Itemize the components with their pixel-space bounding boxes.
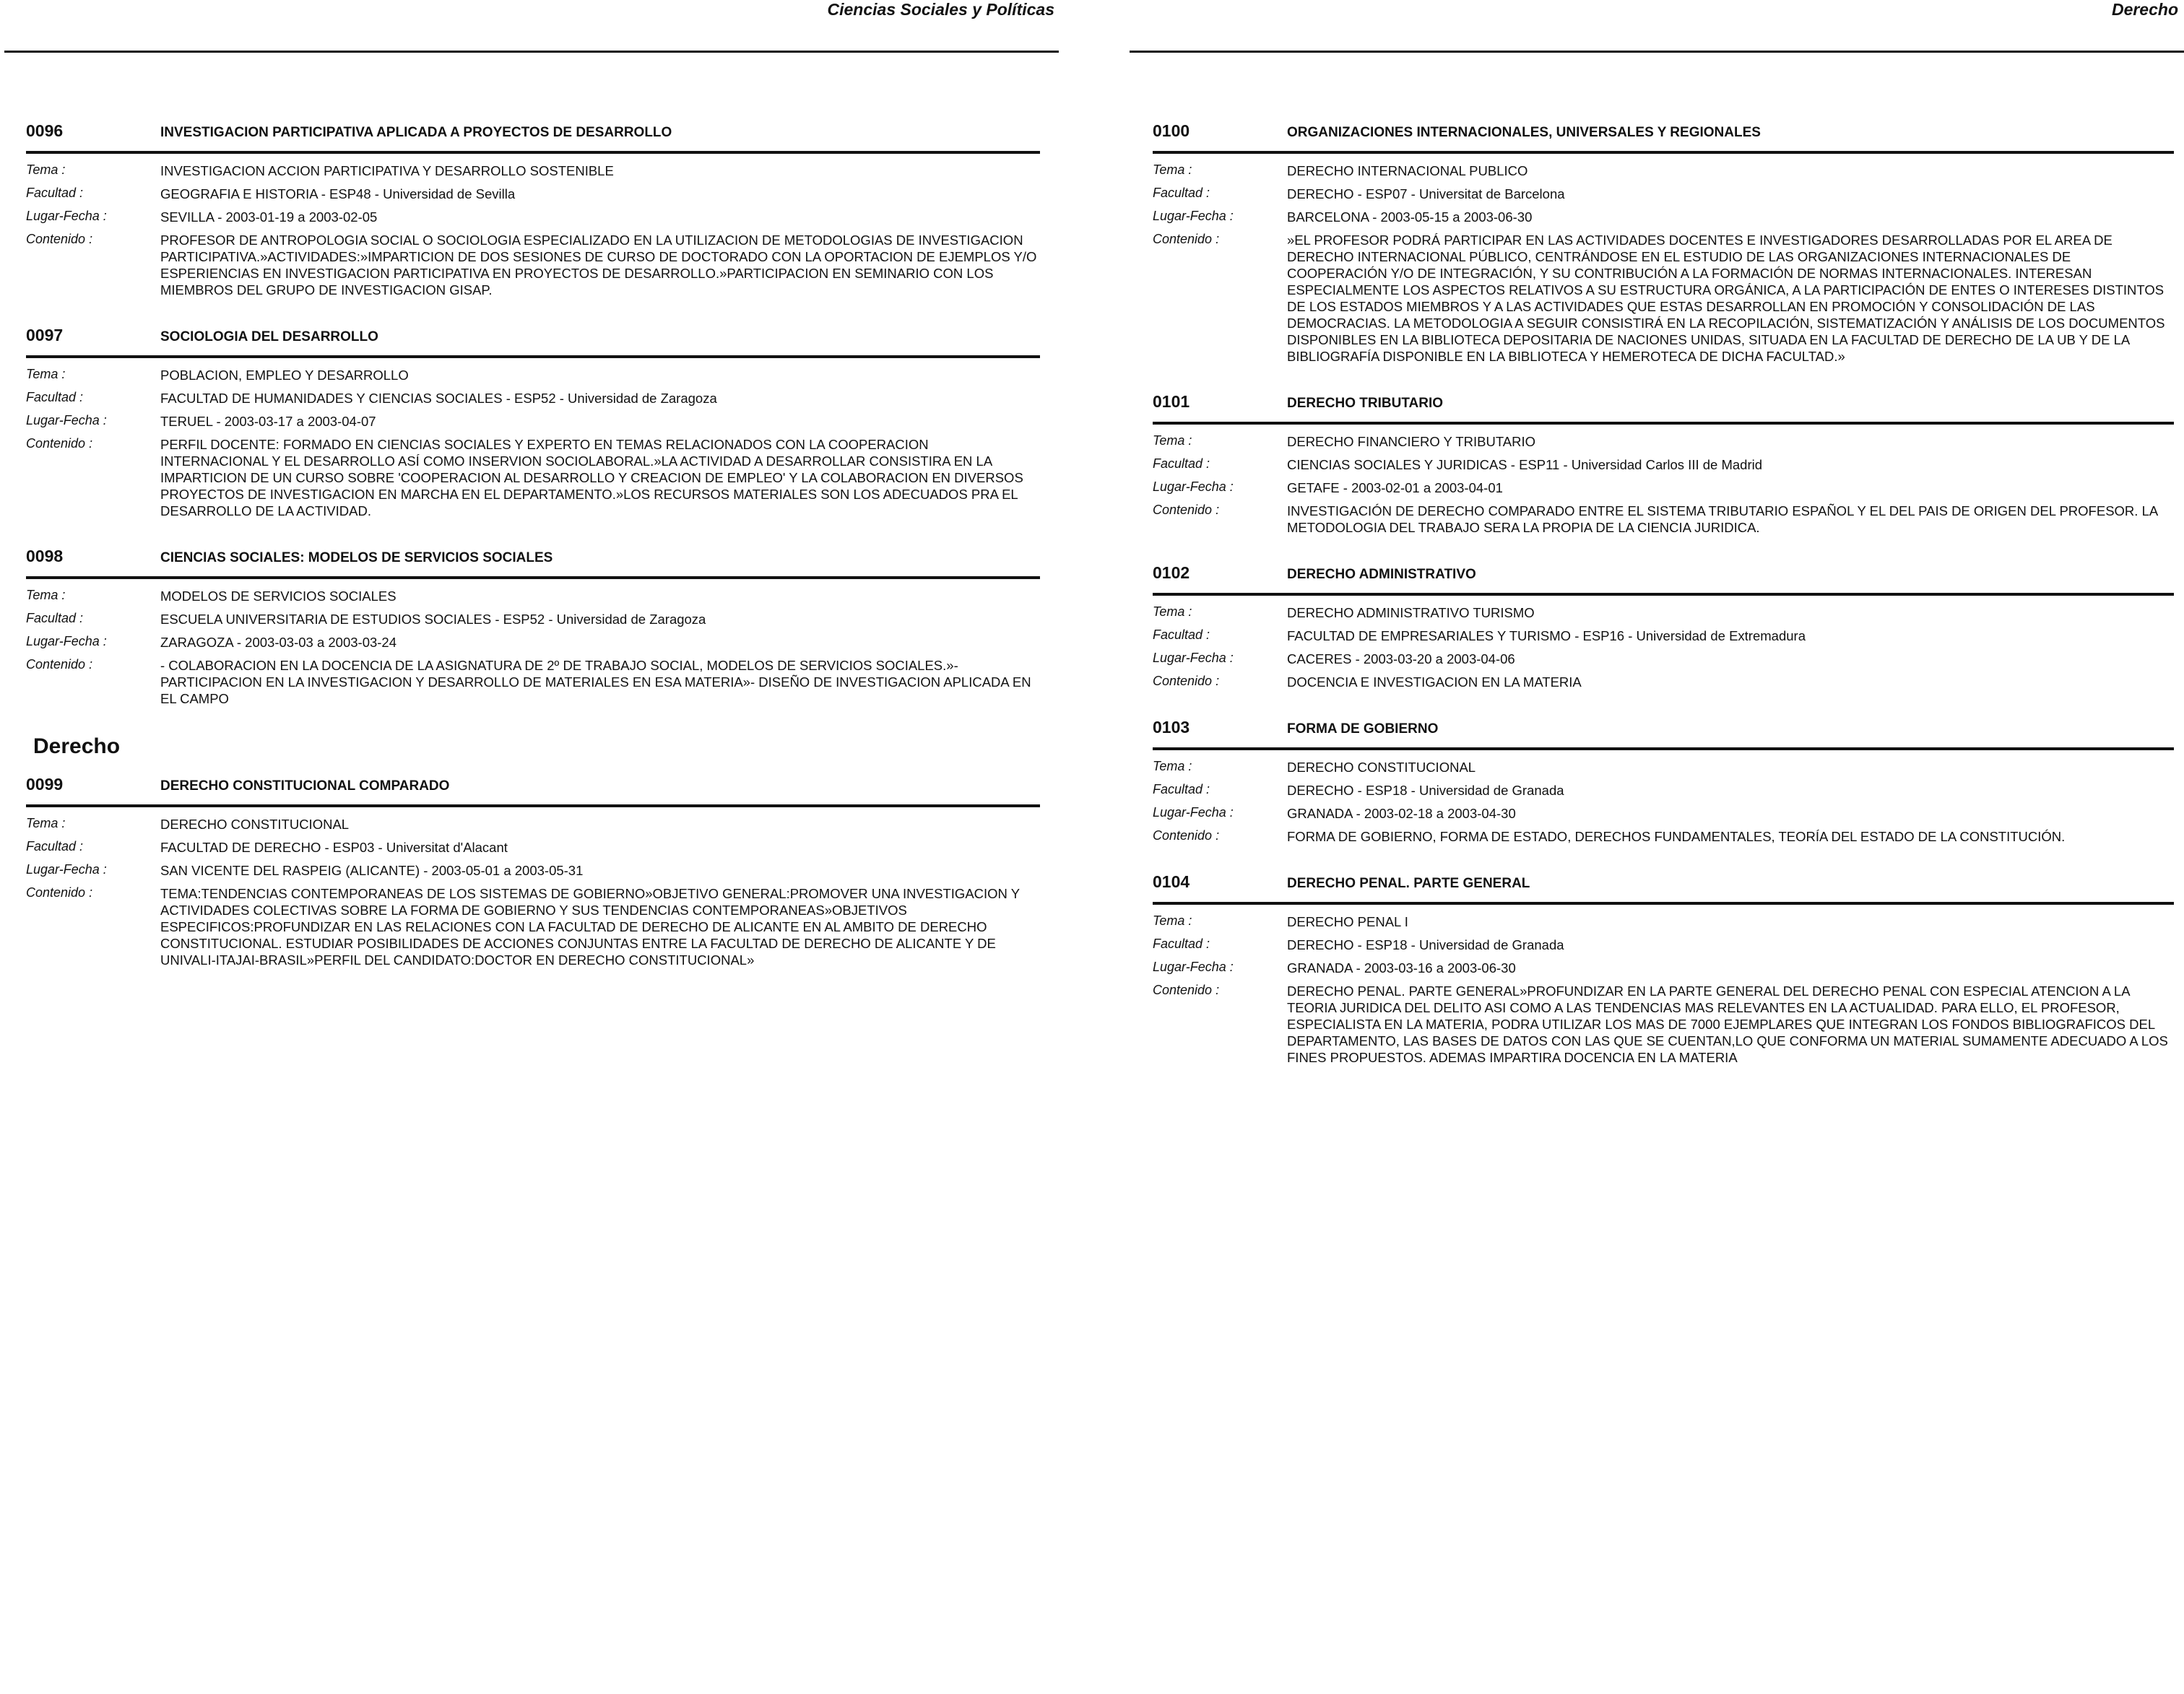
- field-contenido: [26, 657, 1040, 707]
- field-tema: [26, 816, 1040, 833]
- field-label: Facultad :: [26, 839, 84, 853]
- field-value: DERECHO CONSTITUCIONAL: [1287, 760, 1476, 775]
- field-value: DERECHO CONSTITUCIONAL: [160, 817, 350, 832]
- entry: [26, 326, 1040, 519]
- entry-title: DERECHO CONSTITUCIONAL COMPARADO: [160, 778, 450, 794]
- field-label: Tema :: [26, 816, 66, 830]
- field-value: GRANADA - 2003-03-16 a 2003-06-30: [1287, 960, 1516, 976]
- field-label: Tema :: [1153, 433, 1192, 448]
- entry-header: [26, 121, 1040, 154]
- field-label: Lugar-Fecha :: [1153, 209, 1234, 223]
- field-value: ESCUELA UNIVERSITARIA DE ESTUDIOS SOCIALES - ESP52 - Universidad de Zaragoza: [160, 612, 706, 627]
- field-value: FORMA DE GOBIERNO, FORMA DE ESTADO, DERECHOS FUNDAMENTALES, TEORÍA DEL ESTADO DE LA CONSTITUCIÓN.: [1287, 829, 2066, 844]
- field-tema: [1153, 604, 2174, 621]
- entry-title: SOCIOLOGIA DEL DESARROLLO: [160, 329, 378, 344]
- field-tema: [26, 588, 1040, 604]
- field-lugar-fecha: [1153, 651, 2174, 667]
- entry-title: CIENCIAS SOCIALES: MODELOS DE SERVICIOS SOCIALES: [160, 550, 553, 565]
- field-label: Facultad :: [26, 611, 84, 625]
- field-value: FACULTAD DE DERECHO - ESP03 - Universitat d'Alacant: [160, 840, 508, 855]
- field-facultad: [1153, 456, 2174, 473]
- field-label: Contenido :: [1153, 503, 1220, 517]
- field-value: SAN VICENTE DEL RASPEIG (ALICANTE) - 2003-05-01 a 2003-05-31: [160, 863, 584, 878]
- field-value: - COLABORACION EN LA DOCENCIA DE LA ASIGNATURA DE 2º DE TRABAJO SOCIAL, MODELOS DE SERVICIOS SOCIALES.»- PARTICIPACION EN LA INVESTIGACION Y DESARROLLO DE MATERIALES EN ESA MATERIA»- DISEÑO DE INVESTIGACION APLICADA EN EL CAMPO: [160, 658, 1031, 706]
- field-facultad: [1153, 782, 2174, 799]
- entry-number: 0103: [1153, 718, 1190, 737]
- entry-title: INVESTIGACION PARTICIPATIVA APLICADA A PROYECTOS DE DESARROLLO: [160, 125, 672, 140]
- field-label: Contenido :: [26, 885, 93, 900]
- field-tema: [1153, 162, 2174, 179]
- field-label: Facultad :: [1153, 186, 1210, 200]
- entries-column: [1153, 121, 2174, 1093]
- field-value: »EL PROFESOR PODRÁ PARTICIPAR EN LAS ACTIVIDADES DOCENTES E INVESTIGADORES DESARROLLADAS POR EL AREA DE DERECHO INTERNACIONAL PÚBLICO, CENTRÁNDOSE EN EL ESTUDIO DE LAS ORGANIZACIONES INTERNACIONALES DE COOPERACIÓN Y/O DE INTEGRACIÓN, Y SU CONTRIBUCIÓN A LA FORMACIÓN DE NORMAS INTERNACIONALES. INTERESAN ESPECIALMENTE LOS ASPECTOS RELATIVOS A SU ESTRUCTURA ORGÁNICA, A LA PARTICIPACIÓN DE ENTES O INTERESES DISTINTOS DE LOS ESTADOS MIEMBROS Y A LAS ACTIVIDADES QUE ESTAS DESARROLLAN EN PROMOCIÓN Y CONSOLIDACIÓN DE LAS DEMOCRACIAS. LA METODOLOGIA A SEGUIR CONSISTIRÁ EN LA RECOPILACIÓN, SISTEMATIZACIÓN Y ANÁLISIS DE LOS DOCUMENTOS DISPONIBLES EN LA BIBLIOTECA DEPOSITARIA DE NACIONES UNIDAS, SITUADA EN LA FACULTAD DE DERECHO DE LA UB Y DE LA BIBLIOGRAFÍA DISPONIBLE EN LA BIBLIOTECA Y HEMEROTECA DE DICHA FACULTAD.»: [1287, 233, 2165, 364]
- field-value: INVESTIGACIÓN DE DERECHO COMPARADO ENTRE EL SISTEMA TRIBUTARIO ESPAÑOL Y EL DEL PAIS DE ORIGEN DEL PROFESOR. LA METODOLOGIA DEL TRABAJO SERA LA PROPIA DE LA CIENCIA JURIDICA.: [1287, 503, 2158, 535]
- field-label: Facultad :: [26, 186, 84, 200]
- entry-header: [1153, 392, 2174, 425]
- entry: [1153, 872, 2174, 1066]
- field-lugar-fecha: [1153, 960, 2174, 976]
- field-lugar-fecha: [26, 413, 1040, 430]
- entry: [1153, 392, 2174, 536]
- field-value: PROFESOR DE ANTROPOLOGIA SOCIAL O SOCIOLOGIA ESPECIALIZADO EN LA UTILIZACION DE METODOLOGIAS DE INVESTIGACION PARTICIPATIVA.»ACTIVIDADES:»IMPARTICION DE DOS SESIONES DE CURSO DE DOCTORADO CON LA OPORTACION DE EJEMPLOS Y/O ESPERIENCIAS EN INVESTIGACION PARTICIPATIVA EN PROYECTOS DE DESARROLLO.»PARTICIPACION EN SEMINARIO CON LOS MIEMBROS DEL GRUPO DE INVESTIGACION GISAP.: [160, 233, 1037, 297]
- entry-number: 0102: [1153, 563, 1190, 582]
- entry: [26, 775, 1040, 968]
- field-contenido: [1153, 828, 2174, 845]
- field-label: Tema :: [1153, 162, 1192, 177]
- field-value: SEVILLA - 2003-01-19 a 2003-02-05: [160, 209, 378, 225]
- field-value: POBLACION, EMPLEO Y DESARROLLO: [160, 368, 409, 383]
- field-value: TERUEL - 2003-03-17 a 2003-04-07: [160, 414, 376, 429]
- entry: [1153, 718, 2174, 845]
- entry-title: ORGANIZACIONES INTERNACIONALES, UNIVERSALES Y REGIONALES: [1287, 125, 1761, 140]
- field-lugar-fecha: [26, 209, 1040, 225]
- field-label: Tema :: [26, 162, 66, 177]
- field-tema: [1153, 759, 2174, 776]
- field-value: INVESTIGACION ACCION PARTICIPATIVA Y DESARROLLO SOSTENIBLE: [160, 163, 614, 178]
- field-label: Lugar-Fecha :: [26, 862, 107, 877]
- entry-number: 0104: [1153, 872, 1190, 891]
- field-value: BARCELONA - 2003-05-15 a 2003-06-30: [1287, 209, 1533, 225]
- entry-title: DERECHO PENAL. PARTE GENERAL: [1287, 876, 1530, 891]
- field-lugar-fecha: [1153, 209, 2174, 225]
- field-label: Contenido :: [26, 436, 93, 451]
- field-label: Tema :: [1153, 604, 1192, 619]
- entry-header: [26, 326, 1040, 358]
- field-facultad: [26, 390, 1040, 407]
- field-label: Contenido :: [1153, 232, 1220, 246]
- entry-title: DERECHO ADMINISTRATIVO: [1287, 567, 1476, 582]
- entry-header: [1153, 718, 2174, 750]
- entry: [26, 547, 1040, 707]
- entry-number: 0097: [26, 326, 64, 344]
- field-label: Facultad :: [1153, 627, 1210, 642]
- entry-header: [1153, 872, 2174, 905]
- field-value: MODELOS DE SERVICIOS SOCIALES: [160, 588, 396, 604]
- field-contenido: [1153, 232, 2174, 365]
- running-head: Ciencias Sociales y Políticas: [827, 0, 1054, 19]
- entry-number: 0101: [1153, 392, 1190, 411]
- field-contenido: [1153, 503, 2174, 536]
- field-label: Facultad :: [26, 390, 84, 404]
- field-label: Contenido :: [1153, 828, 1220, 843]
- field-value: DERECHO PENAL I: [1287, 914, 1408, 929]
- field-label: Tema :: [26, 367, 66, 381]
- field-lugar-fecha: [1153, 805, 2174, 822]
- field-tema: [26, 367, 1040, 383]
- field-value: CACERES - 2003-03-20 a 2003-04-06: [1287, 651, 1515, 666]
- field-facultad: [1153, 937, 2174, 953]
- field-label: Contenido :: [26, 657, 93, 672]
- field-label: Lugar-Fecha :: [26, 634, 107, 648]
- entry-number: 0099: [26, 775, 64, 794]
- field-value: FACULTAD DE HUMANIDADES Y CIENCIAS SOCIALES - ESP52 - Universidad de Zaragoza: [160, 391, 717, 406]
- section-title: Derecho: [33, 734, 121, 758]
- field-contenido: [1153, 674, 2174, 690]
- field-label: Tema :: [26, 588, 66, 602]
- entry-header: [1153, 121, 2174, 154]
- entry-header: [1153, 563, 2174, 596]
- header-rule: [1130, 51, 2184, 53]
- field-lugar-fecha: [26, 634, 1040, 651]
- right-page: [1092, 0, 2184, 1694]
- field-label: Lugar-Fecha :: [1153, 960, 1234, 974]
- field-label: Lugar-Fecha :: [1153, 805, 1234, 820]
- field-value: GETAFE - 2003-02-01 a 2003-04-01: [1287, 480, 1503, 495]
- field-value: DERECHO INTERNACIONAL PUBLICO: [1287, 163, 1528, 178]
- field-facultad: [26, 186, 1040, 202]
- entry-title: DERECHO TRIBUTARIO: [1287, 396, 1444, 411]
- field-value: DOCENCIA E INVESTIGACION EN LA MATERIA: [1287, 674, 1582, 690]
- field-value: DERECHO - ESP18 - Universidad de Granada: [1287, 783, 1564, 798]
- field-facultad: [1153, 627, 2174, 644]
- field-facultad: [26, 839, 1040, 856]
- field-value: ZARAGOZA - 2003-03-03 a 2003-03-24: [160, 635, 397, 650]
- field-lugar-fecha: [1153, 479, 2174, 496]
- field-value: DERECHO FINANCIERO Y TRIBUTARIO: [1287, 434, 1536, 449]
- field-label: Lugar-Fecha :: [26, 209, 107, 223]
- field-facultad: [1153, 186, 2174, 202]
- running-head: Derecho: [2111, 0, 2178, 19]
- entry-header: [26, 547, 1040, 579]
- header-rule: [4, 51, 1059, 53]
- field-tema: [1153, 433, 2174, 450]
- field-value: FACULTAD DE EMPRESARIALES Y TURISMO - ESP16 - Universidad de Extremadura: [1287, 628, 1806, 643]
- entry-header: [26, 775, 1040, 807]
- field-label: Lugar-Fecha :: [1153, 651, 1234, 665]
- field-value: DERECHO PENAL. PARTE GENERAL»PROFUNDIZAR EN LA PARTE GENERAL DEL DERECHO PENAL CON ESPECIAL ATENCION A LA TEORIA JURIDICA DEL DELITO ASI COMO A LAS TENDENCIAS MAS RELEVANTES EN LA ACTUALIDAD. PARA ELLO, EL PROFESOR, ESPECIALISTA EN LA MATERIA, PODRA UTILIZAR LOS MAS DE 7000 EJEMPLARES QUE INTEGRAN LOS FONDOS BIBLIOGRAFICOS DEL DEPARTAMENTO, LAS BASES DE DATOS CON LAS QUE SE CUENTAN,LO QUE CONFORMA UN MATERIAL SUMAMENTE ADECUADO A LOS FINES PROPUESTOS. ADEMAS IMPARTIRA DOCENCIA EN LA MATERIA: [1287, 983, 2168, 1065]
- field-value: DERECHO ADMINISTRATIVO TURISMO: [1287, 605, 1535, 620]
- field-lugar-fecha: [26, 862, 1040, 879]
- entry-number: 0098: [26, 547, 64, 565]
- field-label: Contenido :: [26, 232, 93, 246]
- field-contenido: [26, 232, 1040, 298]
- entry-number: 0096: [26, 121, 64, 140]
- field-value: GRANADA - 2003-02-18 a 2003-04-30: [1287, 806, 1516, 821]
- field-contenido: [26, 885, 1040, 968]
- field-value: CIENCIAS SOCIALES Y JURIDICAS - ESP11 - Universidad Carlos III de Madrid: [1287, 457, 1763, 472]
- field-facultad: [26, 611, 1040, 627]
- entries-column: [26, 121, 1040, 996]
- field-label: Lugar-Fecha :: [1153, 479, 1234, 494]
- field-contenido: [26, 436, 1040, 519]
- field-label: Facultad :: [1153, 782, 1210, 796]
- field-value: DERECHO - ESP07 - Universitat de Barcelona: [1287, 186, 1565, 201]
- entry: [1153, 121, 2174, 365]
- field-value: DERECHO - ESP18 - Universidad de Granada: [1287, 937, 1564, 952]
- field-label: Contenido :: [1153, 674, 1220, 688]
- field-label: Contenido :: [1153, 983, 1220, 997]
- field-label: Facultad :: [1153, 456, 1210, 471]
- field-label: Lugar-Fecha :: [26, 413, 107, 427]
- field-contenido: [1153, 983, 2174, 1066]
- field-label: Tema :: [1153, 759, 1192, 773]
- entry: [1153, 563, 2174, 690]
- entry-number: 0100: [1153, 121, 1190, 140]
- field-tema: [26, 162, 1040, 179]
- field-value: PERFIL DOCENTE: FORMADO EN CIENCIAS SOCIALES Y EXPERTO EN TEMAS RELACIONADOS CON LA COOPERACION INTERNACIONAL Y EL DESARROLLO ASÍ COMO INSERVION SOCIOLABORAL.»LA ACTIVIDAD A DESARROLLAR CONSISTIRA EN LA IMPARTICION DE UN CURSO SOBRE 'COOPERACION AL DESARROLLO Y CREACION DE EMPLEO' Y LA COLABORACION EN DIVERSOS PROYECTOS DE INVESTIGACION EN MARCHA EN EL DEPARTAMENTO.»LOS RECURSOS MATERIALES SON LOS ADECUADOS PRA EL DESARROLLO DE LA ACTIVIDAD.: [160, 437, 1023, 518]
- entry-title: FORMA DE GOBIERNO: [1287, 721, 1439, 737]
- field-tema: [1153, 913, 2174, 930]
- field-label: Facultad :: [1153, 937, 1210, 951]
- field-value: GEOGRAFIA E HISTORIA - ESP48 - Universidad de Sevilla: [160, 186, 516, 201]
- field-value: TEMA:TENDENCIAS CONTEMPORANEAS DE LOS SISTEMAS DE GOBIERNO»OBJETIVO GENERAL:PROMOVER UNA INVESTIGACION Y ACTIVIDADES COLECTIVAS SOBRE LA FORMA DE GOBIERNO Y SUS TENDENCIAS CONTEMPORANEAS»OBJETIVOS ESPECIFICOS:PROFUNDIZAR EN LAS RELACIONES CON LA FACULTAD DE DERECHO DE ALICANTE EN AL AMBITO DE DERECHO CONSTITUCIONAL. ESTUDIAR POSIBILIDADES DE ACCIONES CONJUNTAS ENTRE LA FACULTAD DE DERECHO DE ALICANTE Y DE UNIVALI-ITAJAI-BRASIL»PERFIL DEL CANDIDATO:DOCTOR EN DERECHO CONSTITUCIONAL»: [160, 886, 1020, 968]
- field-label: Tema :: [1153, 913, 1192, 928]
- entry: [26, 121, 1040, 298]
